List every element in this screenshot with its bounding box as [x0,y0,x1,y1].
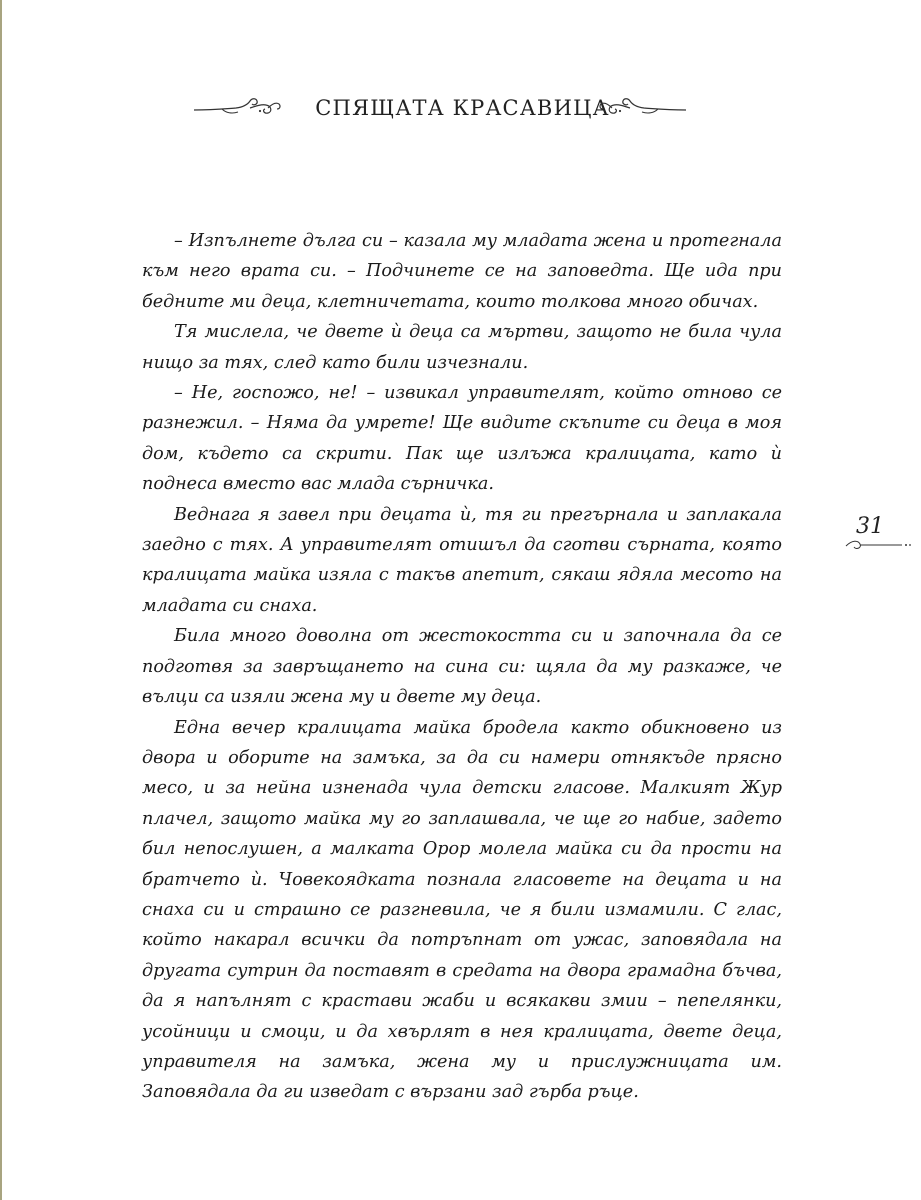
story-text [142,226,782,1108]
flourish-icon [598,96,688,118]
paragraph: Тя мислела, че двете ѝ деца са мъртви, защото не била чула нищо за тях, след като били изчезнали. [142,322,782,373]
running-title: СПЯЩАТА КРАСАВИЦА [315,96,610,120]
paragraph: – Не, госпожо, не! – извикал управителят, който отново се разнежил. – Няма да умрете! Ще видите скъпите си деца в моя дом, където са скрити. Пак ще излъжа кралицата, като ѝ поднеса вместо вас млада сърничка. [142,383,782,495]
paragraph: Веднага я завел при децата ѝ, тя ги прегърнала и заплакала заедно с тях. А управителят отишъл да сготви сърната, която кралицата майка изяла с такъв апетит, сякаш ядяла месото на младата си снаха. [142,504,782,616]
paragraph: Една вечер кралицата майка бродела както обикновено из двора и оборите на замъка, за да си намери отнякъде прясно месо, и за нейна изненада чула детски гласове. Малкият Жур плачел, защото майка му го заплашвала, че ще го набие, задето бил непослушен, а малката Орор молела майка си да прости на братчето ѝ. Човекоядката познала гласовете на децата и на снаха си и страшно се разгневила, че я били измамили. С глас, който накарал всички да потръпнат от ужас, заповядала на другата сутрин да поставят в средата на двора грамадна бъчва, да я напълнят с крастави жаби и всякакви змии – пепелянки, усойници и смоци, и да хвърлят в нея кралицата, двете деца, управителя на замъка, жена му и прислужницата им. Заповядала да ги изведат с вързани зад гърба ръце. [142,717,782,1103]
paragraph: Била много доволна от жестокостта си и започнала да се подготвя за завръщането на сина си: щяла да му разкаже, че вълци са изяли жена му и двете му деца. [142,626,782,708]
paragraph: – Изпълнете дълга си – казала му младата жена и протегнала към него врата си. – Подчинете се на заповедта. Ще ида при бедните ми деца, клетничетата, които толкова много обичах. [142,231,782,312]
page-number-flourish-icon [844,538,914,552]
running-header [2,92,921,132]
page-number: 31 [856,514,884,539]
